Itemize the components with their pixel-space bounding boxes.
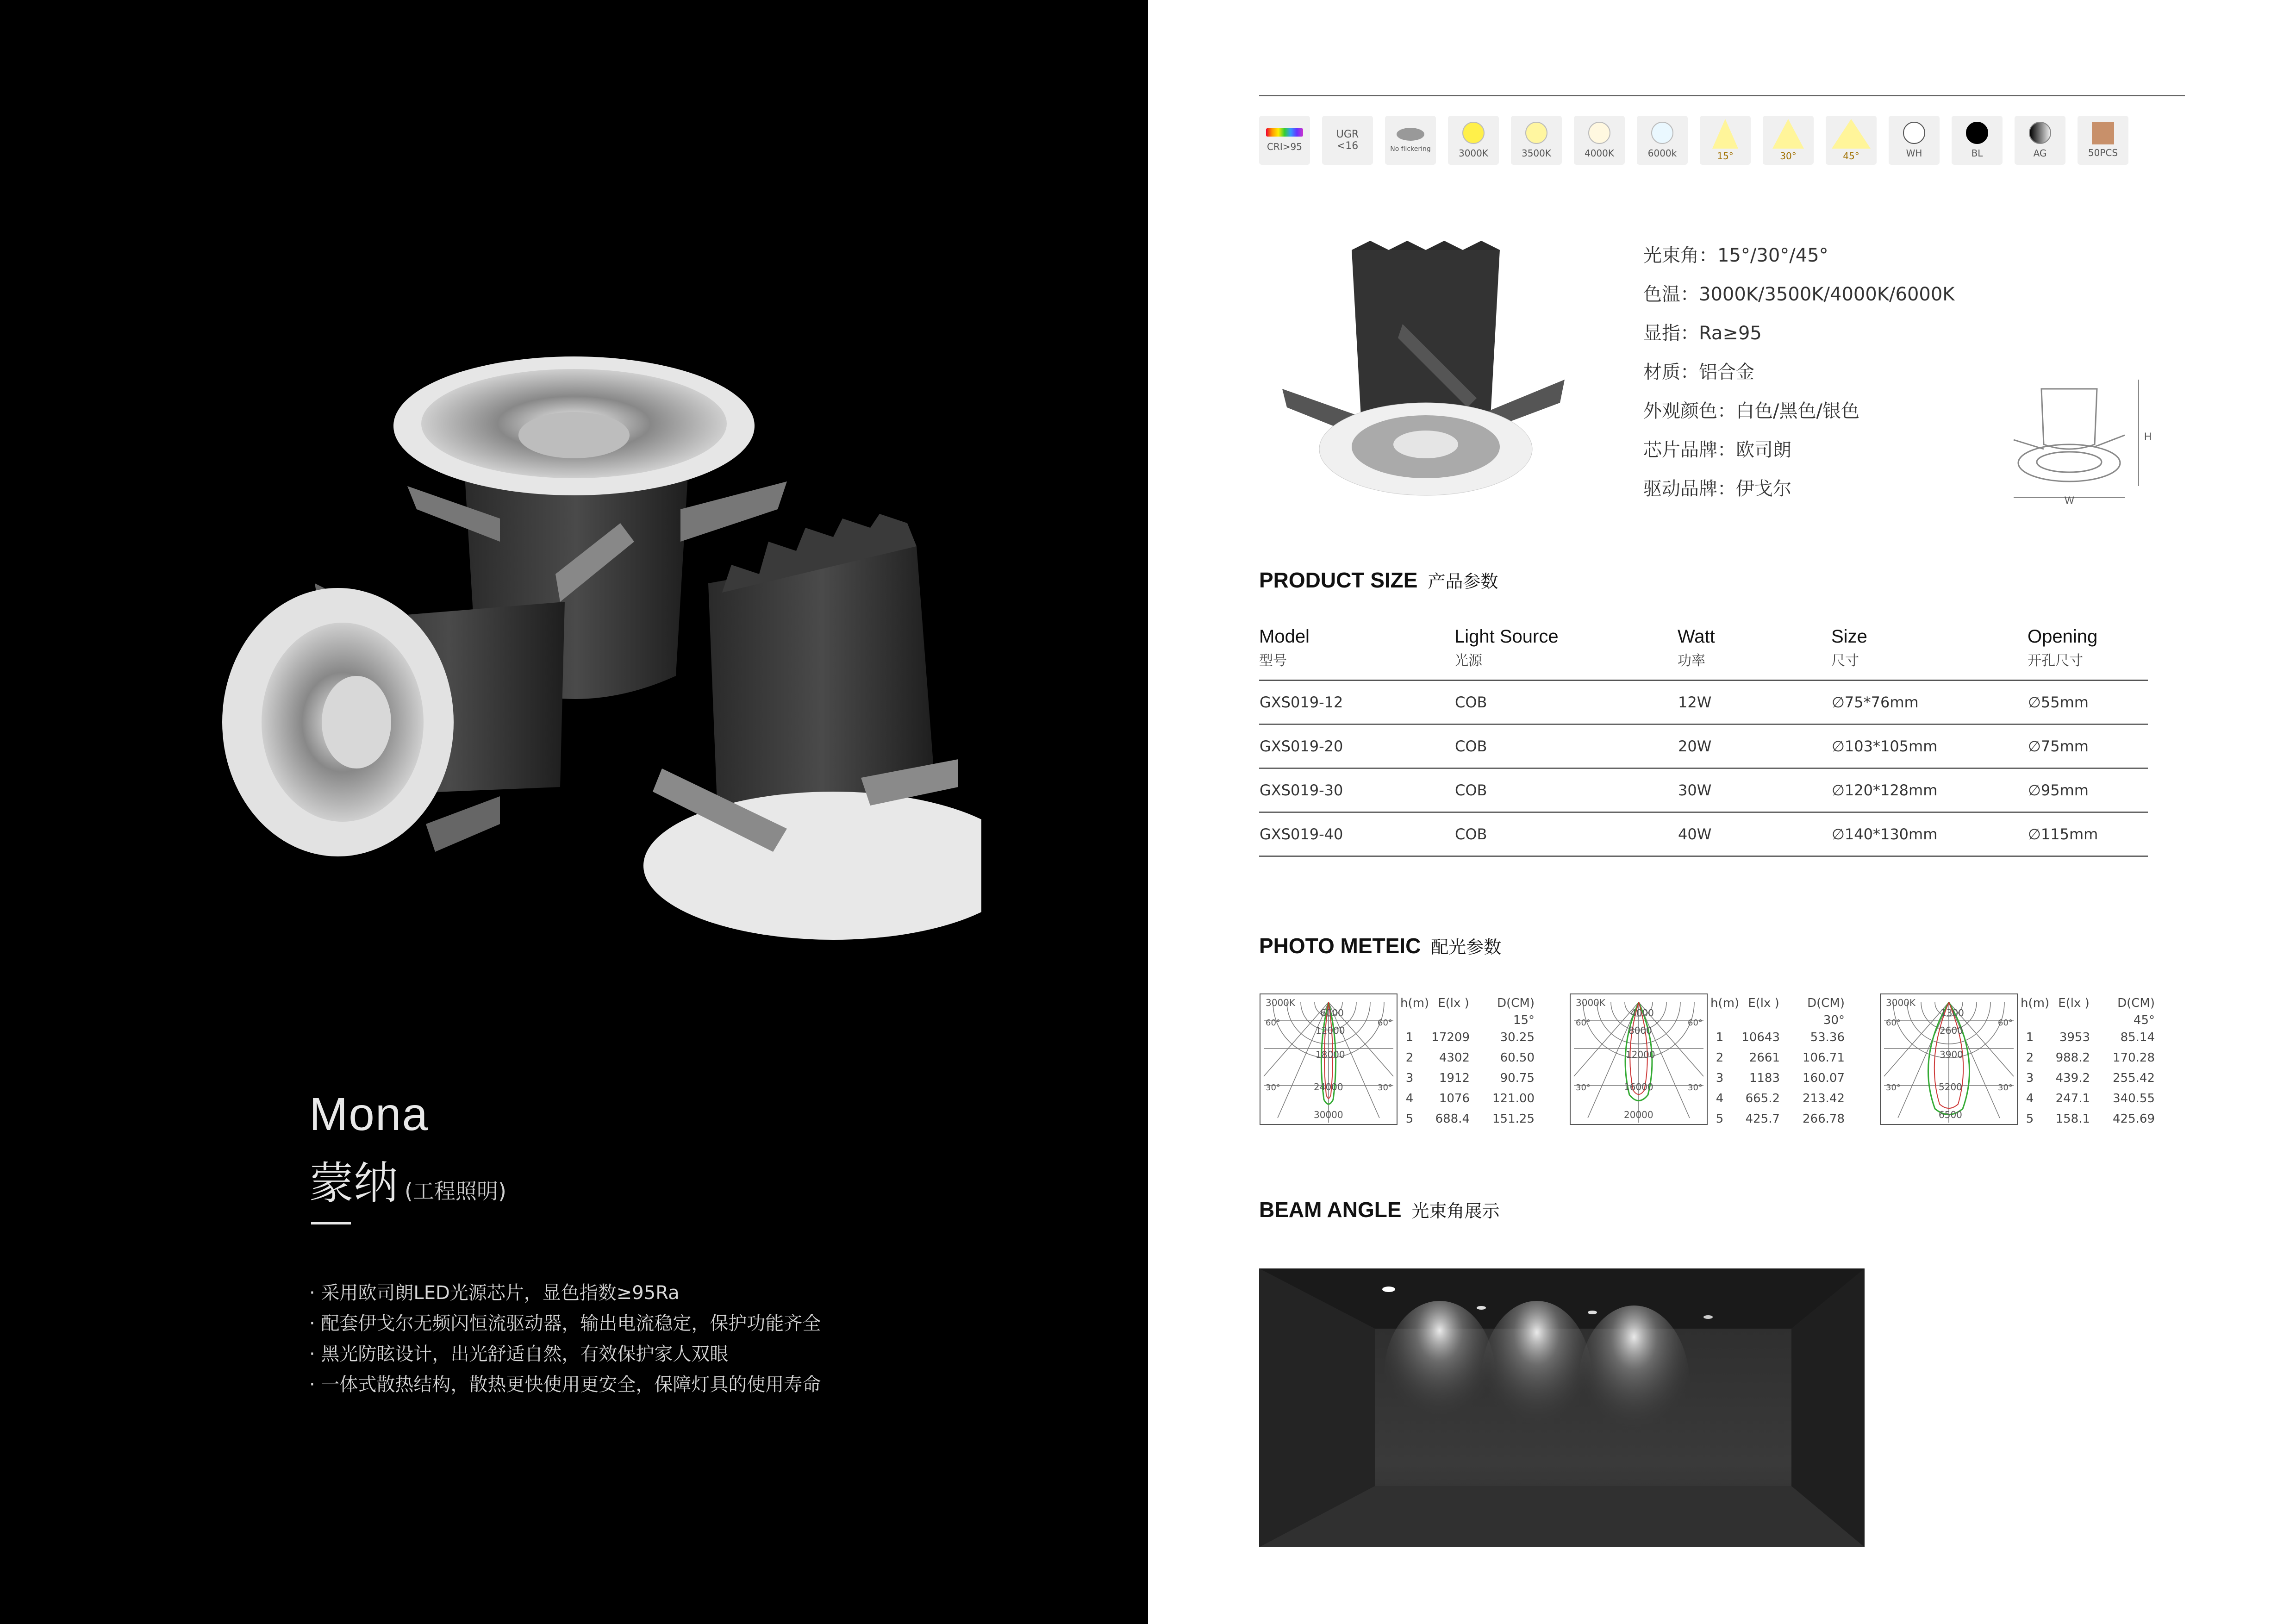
col-label-en: Watt: [1678, 626, 1715, 647]
icon-label: CRI>95: [1267, 141, 1302, 152]
cell-watt: 30W: [1678, 768, 1831, 812]
val-d: 53.36: [1810, 1031, 1845, 1044]
val-h: 4: [2026, 1092, 2034, 1106]
diagram-label: 6000: [1320, 1007, 1344, 1018]
color-dot: [1651, 122, 1673, 144]
beam-angle-photo: [1259, 1268, 1865, 1547]
val-e: 17209: [1431, 1031, 1470, 1044]
heading-en: PRODUCT SIZE: [1259, 568, 1418, 592]
val-d: 85.14: [2120, 1031, 2155, 1044]
value-row: [1710, 1088, 1845, 1109]
feature-item: · 采用欧司朗LED光源芯片，显色指数≥95Ra: [309, 1282, 680, 1304]
feature-item: · 一体式散热结构，散热更快使用更安全，保障灯具的使用寿命: [309, 1374, 821, 1395]
product-name-cn-text: 蒙纳: [309, 1157, 398, 1209]
cell-opening: ∅55mm: [2028, 681, 2148, 725]
ugr-icon: [1322, 116, 1373, 165]
val-e: 988.2: [2055, 1051, 2090, 1065]
icon-label: 30°: [1780, 150, 1797, 162]
right-panel: [1148, 0, 2296, 1624]
val-h: 3: [1716, 1071, 1724, 1085]
angle-mark: 30°: [1576, 1083, 1591, 1093]
diagram-label: 1300: [1940, 1007, 1964, 1018]
value-row: [1400, 1048, 1535, 1068]
beam-angle-heading: [1259, 1197, 1500, 1222]
package-icon: [2078, 116, 2128, 165]
spec-driver-brand: 驱动品牌：伊戈尔: [1643, 478, 1791, 500]
cell-size: ∅75*76mm: [1831, 681, 2028, 725]
val-d: 60.50: [1500, 1051, 1535, 1065]
title-divider: [311, 1222, 351, 1224]
dim-h-label: H: [2144, 431, 2152, 442]
icon-label: 4000K: [1584, 148, 1614, 159]
val-e: 665.2: [1745, 1092, 1780, 1106]
color-dot: [1903, 122, 1925, 144]
cell-source: COB: [1454, 768, 1678, 812]
cell-model: GXS019-12: [1259, 681, 1454, 725]
cell-size: ∅120*128mm: [1831, 768, 2028, 812]
angle-mark: 60°: [1576, 1018, 1591, 1028]
val-e: 247.1: [2055, 1092, 2090, 1106]
heading-cn: 产品参数: [1428, 571, 1498, 592]
feature-item: · 配套伊戈尔无频闪恒流驱动器，输出电流稳定，保护功能齐全: [309, 1313, 821, 1334]
col-label-cn: 尺寸: [1831, 653, 1859, 669]
value-row: [2021, 1068, 2155, 1088]
cell-source: COB: [1454, 725, 1678, 768]
product-photo-group: [176, 324, 981, 944]
diagram-label: 4000: [1630, 1007, 1654, 1018]
diagram-label: 3000K: [1886, 997, 1916, 1008]
beam-30-icon: [1763, 116, 1814, 165]
val-d: 266.78: [1803, 1112, 1845, 1126]
col-opening: [2028, 623, 2148, 681]
angle-mark: 30°: [1266, 1083, 1280, 1093]
angle-mark: 60°: [1266, 1018, 1280, 1028]
hdr-h: h(m): [1710, 996, 1740, 1010]
hdr-d: D(CM): [1807, 996, 1845, 1010]
col-light-source: [1454, 623, 1678, 681]
photometric-block-15: [1259, 993, 1555, 1132]
angle-mark: 30°: [1688, 1083, 1703, 1093]
angle-mark: 60°: [1688, 1018, 1703, 1028]
val-d: 425.69: [2113, 1112, 2155, 1126]
color-dot: [1462, 122, 1485, 144]
table-row: [1259, 768, 2148, 812]
spec-cri: 显指：Ra≥95: [1643, 323, 1762, 344]
val-d: 255.42: [2113, 1071, 2155, 1085]
box-shape: [2092, 122, 2114, 144]
cct-3000k-icon: [1448, 116, 1499, 165]
heading-cn: 光束角展示: [1411, 1201, 1500, 1221]
value-row: [2021, 1027, 2155, 1048]
product-name-cn: [309, 1148, 506, 1212]
feature-item: · 黑光防眩设计，出光舒适自然，有效保护家人双眼: [309, 1343, 729, 1365]
cell-source: COB: [1454, 681, 1678, 725]
color-dot: [2029, 122, 2051, 144]
val-e: 1912: [1439, 1071, 1470, 1085]
col-watt: [1678, 623, 1831, 681]
beam-shape: [1832, 119, 1871, 149]
value-row: [1400, 1027, 1535, 1048]
cell-watt: 40W: [1678, 812, 1831, 856]
val-h: 1: [1405, 1031, 1414, 1044]
icon-label: 3500K: [1521, 148, 1551, 159]
cell-opening: ∅75mm: [2028, 725, 2148, 768]
color-dot: [1588, 122, 1610, 144]
val-e: 4302: [1439, 1051, 1470, 1065]
angle-mark: 60°: [1378, 1018, 1392, 1028]
col-label-en: Light Source: [1454, 626, 1559, 647]
color-dot: [1525, 122, 1547, 144]
val-d: 340.55: [2113, 1092, 2155, 1106]
diagram-label: 20000: [1624, 1109, 1653, 1120]
diagram-label: 24000: [1314, 1081, 1343, 1093]
val-d: 121.00: [1492, 1092, 1535, 1106]
hdr-h: h(m): [2021, 996, 2050, 1010]
product-thumbnail: [1282, 241, 1569, 509]
table-header-row: [1259, 623, 2148, 681]
beam-shape: [1712, 119, 1738, 149]
table-row: [1259, 681, 2148, 725]
val-e: 425.7: [1745, 1112, 1780, 1126]
val-h: 2: [1716, 1051, 1724, 1065]
hdr-e: E(lx ): [1438, 996, 1469, 1010]
val-d: 213.42: [1803, 1092, 1845, 1106]
heading-cn: 配光参数: [1431, 937, 1502, 957]
val-d: 90.75: [1500, 1071, 1535, 1085]
cell-watt: 20W: [1678, 725, 1831, 768]
col-label-cn: 光源: [1454, 653, 1482, 669]
col-label-cn: 功率: [1678, 653, 1705, 669]
cri-icon: [1259, 116, 1310, 165]
top-divider: [1259, 95, 2185, 96]
spec-material: 材质：铝合金: [1643, 362, 1754, 383]
val-h: 1: [2026, 1031, 2034, 1044]
icon-label: No flickering: [1390, 145, 1431, 153]
val-e: 10643: [1741, 1031, 1780, 1044]
angle-mark: 30°: [1886, 1083, 1901, 1093]
value-row: [1710, 1027, 1845, 1048]
col-label-en: Model: [1259, 626, 1310, 647]
product-size-table: [1259, 623, 2148, 857]
beam-angle-value: 45°: [2133, 1013, 2155, 1027]
diagram-label: 2600: [1940, 1025, 1963, 1036]
heading-en: PHOTO METEIC: [1259, 934, 1421, 958]
diagram-label: 30000: [1314, 1109, 1343, 1120]
cell-size: ∅103*105mm: [1831, 725, 2028, 768]
angle-mark: 30°: [1998, 1083, 2013, 1093]
cell-model: GXS019-40: [1259, 812, 1454, 856]
icon-label: 50PCS: [2088, 147, 2118, 158]
diagram-label: 8000: [1628, 1025, 1652, 1036]
product-size-heading: [1259, 567, 1498, 593]
col-label-en: Opening: [2028, 626, 2098, 647]
val-h: 5: [1405, 1112, 1414, 1126]
photometric-block-45: [1879, 993, 2176, 1132]
spec-chip-brand: 芯片品牌：欧司朗: [1643, 439, 1791, 461]
diagram-label: 6500: [1939, 1109, 1962, 1120]
cell-source: COB: [1454, 812, 1678, 856]
beam-angle-value: 15°: [1513, 1013, 1535, 1027]
val-h: 4: [1716, 1092, 1724, 1106]
value-row: [1710, 1068, 1845, 1088]
angle-mark: 30°: [1378, 1083, 1392, 1093]
cct-4000k-icon: [1574, 116, 1625, 165]
cri-color-bar: [1266, 128, 1303, 137]
photo-metric-heading: [1259, 933, 1501, 958]
col-label-en: Size: [1831, 626, 1867, 647]
hdr-e: E(lx ): [1748, 996, 1779, 1010]
photometric-values: [2021, 993, 2155, 1129]
cell-opening: ∅115mm: [2028, 812, 2148, 856]
beam-15-icon: [1700, 116, 1751, 165]
col-model: [1259, 623, 1454, 681]
value-row: [2021, 1048, 2155, 1068]
value-row: [1400, 1068, 1535, 1088]
finish-white-icon: [1889, 116, 1940, 165]
icon-label: 45°: [1843, 150, 1859, 162]
val-h: 3: [2026, 1071, 2034, 1085]
table-row: [1259, 812, 2148, 856]
icon-label: UGR <16: [1336, 129, 1359, 152]
val-h: 3: [1405, 1071, 1414, 1085]
value-row: [2021, 1109, 2155, 1129]
spec-list: [1643, 236, 1955, 508]
cct-6000k-icon: [1637, 116, 1688, 165]
product-category: (工程照明): [405, 1179, 506, 1204]
val-e: 1183: [1749, 1071, 1780, 1085]
angle-mark: 60°: [1998, 1018, 2013, 1028]
feature-list: [309, 1278, 821, 1400]
hdr-d: D(CM): [1497, 996, 1535, 1010]
col-label-cn: 开孔尺寸: [2028, 653, 2083, 669]
val-e: 688.4: [1435, 1112, 1470, 1126]
heading-en: BEAM ANGLE: [1259, 1198, 1402, 1222]
col-size: [1831, 623, 2028, 681]
diagram-label: 3000K: [1266, 997, 1296, 1008]
val-d: 170.28: [2113, 1051, 2155, 1065]
polar-diagram: [1879, 993, 2018, 1127]
diagram-label: 12000: [1316, 1025, 1345, 1036]
val-h: 2: [2026, 1051, 2034, 1065]
diagram-label: 5200: [1939, 1081, 1962, 1093]
val-e: 158.1: [2055, 1112, 2090, 1126]
val-e: 3953: [2059, 1031, 2090, 1044]
value-row: [1710, 1048, 1845, 1068]
diagram-label: 18000: [1316, 1049, 1345, 1060]
icon-label: 6000k: [1647, 148, 1677, 159]
val-d: 30.25: [1500, 1031, 1535, 1044]
value-row: [2021, 1088, 2155, 1109]
photometric-values: [1710, 993, 1845, 1129]
finish-black-icon: [1952, 116, 2003, 165]
hdr-h: h(m): [1400, 996, 1429, 1010]
value-row: [1400, 1088, 1535, 1109]
diagram-label: 3900: [1940, 1049, 1963, 1060]
icon-label: WH: [1906, 148, 1922, 159]
hdr-d: D(CM): [2117, 996, 2155, 1010]
lamp-left: [222, 583, 565, 856]
val-h: 1: [1716, 1031, 1724, 1044]
eye-shape: [1397, 128, 1424, 141]
photometric-values: [1400, 993, 1535, 1129]
cell-model: GXS019-20: [1259, 725, 1454, 768]
spec-color-temp: 色温：3000K/3500K/4000K/6000K: [1643, 284, 1955, 305]
diagram-label: 16000: [1624, 1081, 1653, 1093]
beam-shape: [1772, 119, 1804, 149]
icon-label: 15°: [1717, 150, 1734, 162]
cell-size: ∅140*130mm: [1831, 812, 2028, 856]
icon-label: BL: [1971, 148, 1983, 159]
value-row: [1400, 1109, 1535, 1129]
no-flicker-icon: [1385, 116, 1436, 165]
lamp-right: [643, 514, 981, 940]
beam-angle-value: 30°: [1823, 1013, 1845, 1027]
hdr-e: E(lx ): [2058, 996, 2090, 1010]
table-row: [1259, 725, 2148, 768]
polar-diagram: [1259, 993, 1398, 1127]
val-h: 5: [1716, 1112, 1724, 1126]
feature-icon-row: [1259, 116, 2128, 165]
cell-watt: 12W: [1678, 681, 1831, 725]
val-h: 5: [2026, 1112, 2034, 1126]
cell-model: GXS019-30: [1259, 768, 1454, 812]
photometric-block-30: [1569, 993, 1866, 1132]
value-row: [1710, 1109, 1845, 1129]
val-e: 2661: [1749, 1051, 1780, 1065]
val-h: 2: [1405, 1051, 1414, 1065]
icon-label: AG: [2033, 148, 2047, 159]
spec-finish-color: 外观颜色：白色/黑色/银色: [1643, 400, 1859, 422]
dim-w-label: W: [2065, 494, 2074, 506]
polar-diagram: [1569, 993, 1708, 1127]
val-d: 106.71: [1803, 1051, 1845, 1065]
spec-beam-angle: 光束角：15°/30°/45°: [1643, 245, 1828, 266]
val-d: 151.25: [1492, 1112, 1535, 1126]
color-dot: [1966, 122, 1988, 144]
val-e: 1076: [1439, 1092, 1470, 1106]
cct-3500k-icon: [1511, 116, 1562, 165]
val-e: 439.2: [2055, 1071, 2090, 1085]
dimension-drawing: [2004, 375, 2162, 509]
icon-label: 3000K: [1458, 148, 1488, 159]
angle-mark: 60°: [1886, 1018, 1901, 1028]
cell-opening: ∅95mm: [2028, 768, 2148, 812]
col-label-cn: 型号: [1259, 653, 1287, 669]
finish-silver-icon: [2015, 116, 2065, 165]
diagram-label: 3000K: [1576, 997, 1606, 1008]
product-name-en: Mona: [309, 1088, 429, 1140]
diagram-label: 12000: [1626, 1049, 1655, 1060]
beam-45-icon: [1826, 116, 1877, 165]
val-d: 160.07: [1803, 1071, 1845, 1085]
val-h: 4: [1405, 1092, 1414, 1106]
